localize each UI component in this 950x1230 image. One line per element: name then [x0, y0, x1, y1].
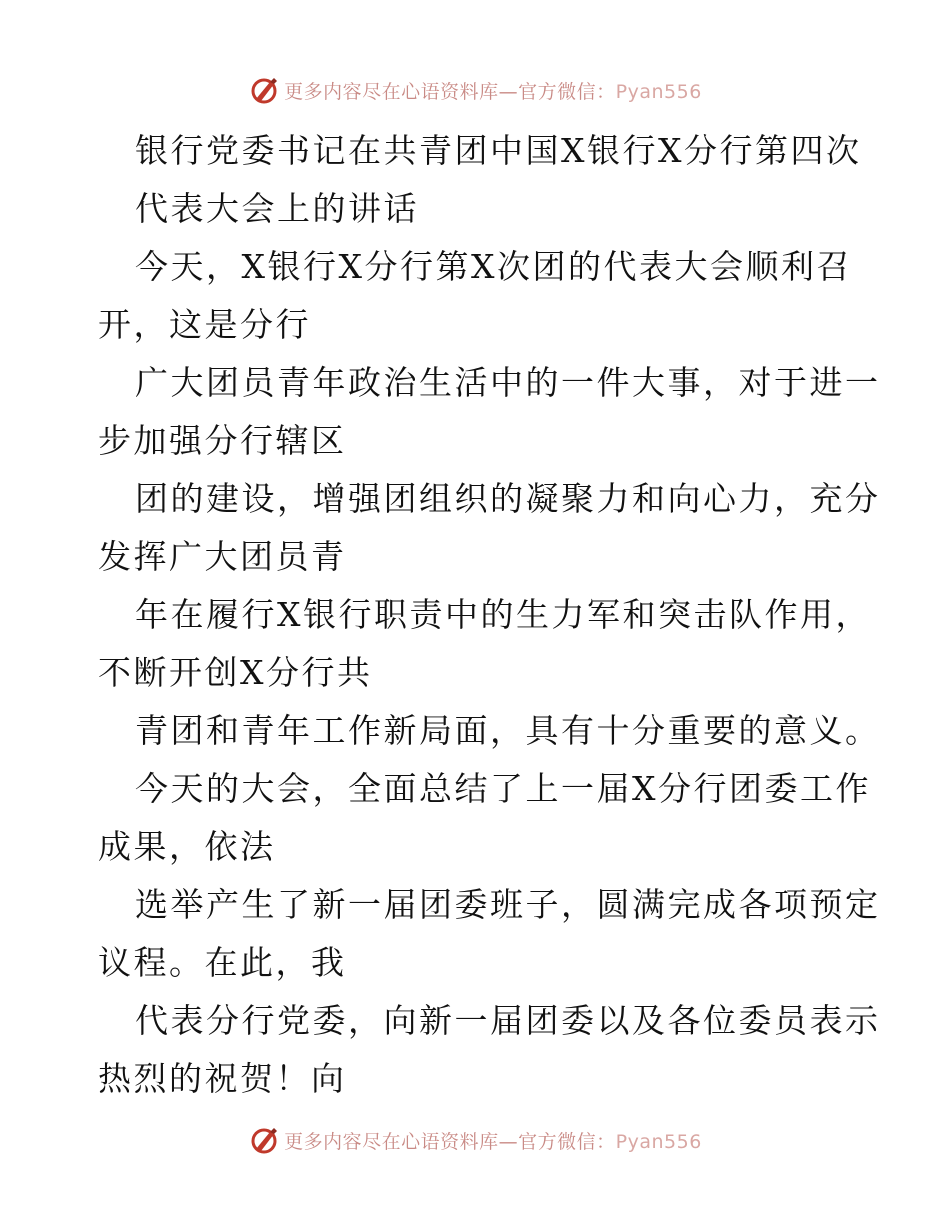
- text-line: 热烈的祝贺！向: [98, 1059, 347, 1098]
- text-line: 青团和青年工作新局面，具有十分重要的意义。: [135, 711, 881, 750]
- footer-banner-wechat-id: Pyan556: [615, 1130, 702, 1153]
- header-banner-wechat-id: Pyan556: [615, 80, 702, 103]
- document-body: [98, 122, 881, 1108]
- text-line: 发挥广大团员青: [98, 537, 347, 576]
- text-line: 年在履行X银行职责中的生力军和突击队作用，: [135, 595, 871, 634]
- footer-banner-text: 更多内容尽在心语资料库—官方微信：: [284, 1130, 616, 1153]
- text-line: 广大团员青年政治生活中的一件大事，对于进一: [135, 363, 881, 402]
- footer-watermark-banner: [0, 1120, 950, 1160]
- text-line: 议程。在此，我: [98, 943, 347, 982]
- header-banner-text: 更多内容尽在心语资料库—官方微信：: [284, 80, 616, 103]
- text-line: 团的建设，增强团组织的凝聚力和向心力，充分: [135, 479, 881, 518]
- text-line: 不断开创X分行共: [98, 653, 373, 692]
- text-line: 成果，依法: [98, 827, 276, 866]
- text-line: 今天的大会，全面总结了上一届X分行团委工作: [135, 769, 871, 808]
- header-watermark-banner: [0, 70, 950, 110]
- text-line: 代表大会上的讲话: [135, 189, 419, 228]
- pen-logo-icon: [248, 74, 280, 106]
- text-line: 开，这是分行: [98, 305, 311, 344]
- text-line: 代表分行党委，向新一届团委以及各位委员表示: [135, 1001, 881, 1040]
- text-line: 选举产生了新一届团委班子，圆满完成各项预定: [135, 885, 881, 924]
- pen-logo-icon: [248, 1124, 280, 1156]
- text-line: 今天，X银行X分行第X次团的代表大会顺利召: [135, 247, 852, 286]
- text-line: 银行党委书记在共青团中国X银行X分行第四次: [135, 131, 862, 170]
- text-line: 步加强分行辖区: [98, 421, 347, 460]
